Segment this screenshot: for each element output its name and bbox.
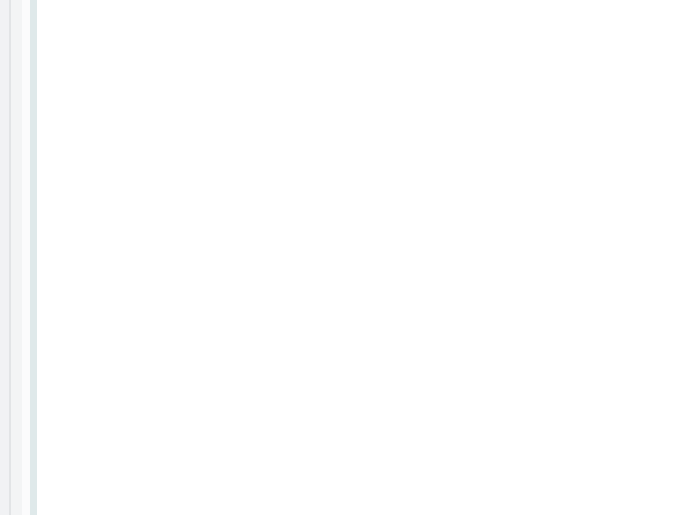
page-edge-teal [30,0,37,515]
left-margin-gray [0,0,9,515]
left-margin-gray-inner [11,0,22,515]
left-margin-light [22,0,30,515]
